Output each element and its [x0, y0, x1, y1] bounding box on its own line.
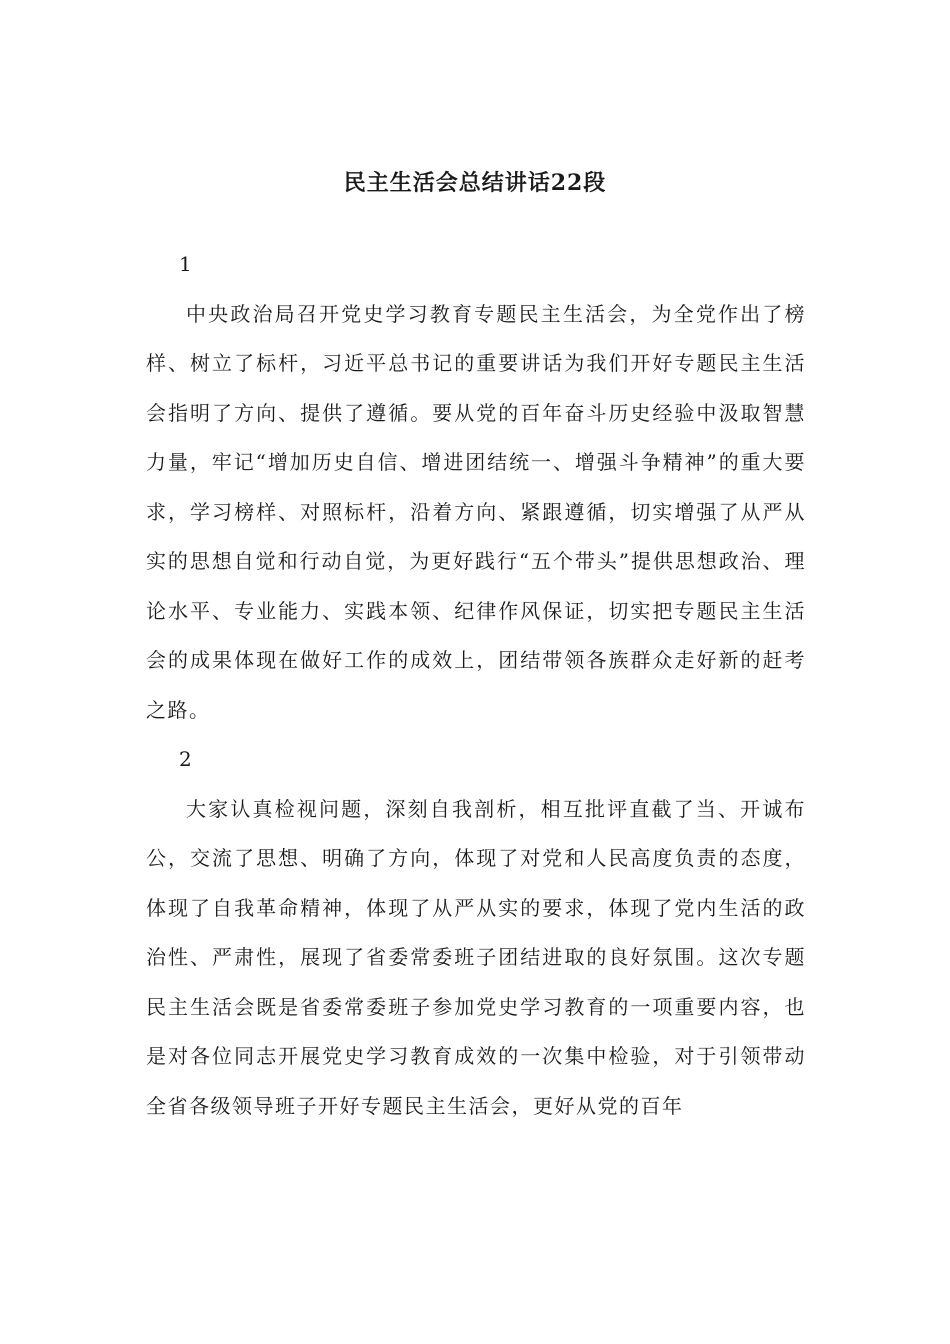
section-paragraph: 大家认真检视问题，深刻自我剖析，相互批评直截了当、开诚布公，交流了思想、明确了方向，体现了对党和人民高度负责的态度，体现了自我革命精神，体现了从严从实的要求，体现了党内生活的政治性、严肃性，展现了省委常委班子团结进取的良好氛围。这次专题民主生活会既是省委常委班子参加党史学习教育的一项重要内容，也是对各位同志开展党史学习教育成效的一次集中检验，对于引领带动全省各级领导班子开好专题民主生活会，更好从党的百年	[146, 796, 806, 1118]
section-2	[146, 735, 806, 1131]
section-1	[146, 240, 806, 735]
document-title: 民主生活会总结讲话22段	[343, 170, 607, 196]
document-body	[146, 240, 806, 1131]
section-number: 1	[179, 252, 192, 276]
section-number: 2	[179, 747, 192, 771]
section-paragraph: 中央政治局召开党史学习教育专题民主生活会，为全党作出了榜样、树立了标杆，习近平总书记的重要讲话为我们开好专题民主生活会指明了方向、提供了遵循。要从党的百年奋斗历史经验中汲取智慧力量，牢记“增加历史自信、增进团结统一、增强斗争精神”的重大要求，学习榜样、对照标杆，沿着方向、紧跟遵循，切实增强了从严从实的思想自觉和行动自觉，为更好践行“五个带头”提供思想政治、理论水平、专业能力、实践本领、纪律作风保证，切实把专题民主生活会的成果体现在做好工作的成效上，团结带领各族群众走好新的赶考之路。	[146, 301, 806, 722]
